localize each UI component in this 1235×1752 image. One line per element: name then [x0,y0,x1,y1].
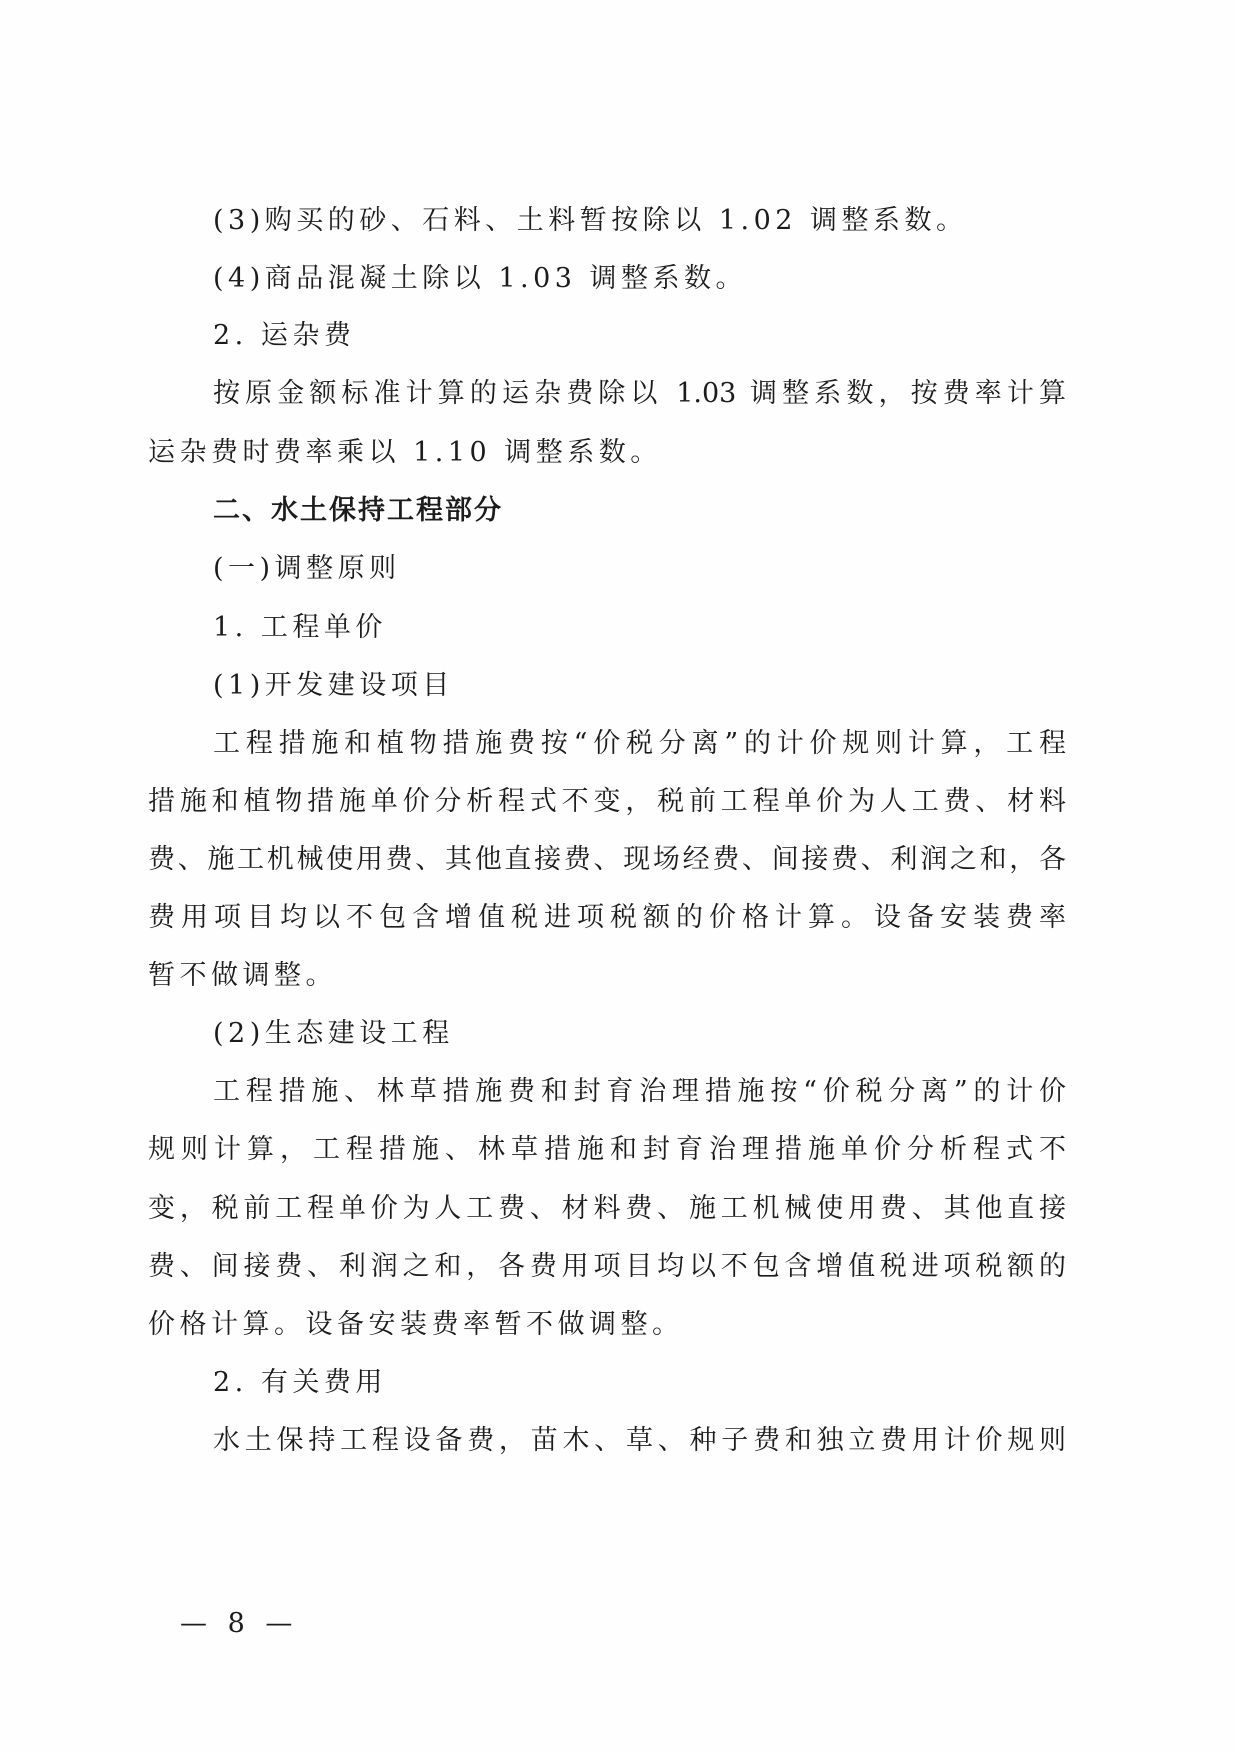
text-line: 价格计算。设备安装费率暂不做调整。 [148,1309,684,1340]
text-line: 2. 有关费用 [213,1367,387,1398]
text-line: 变，税前工程单价为人工费、材料费、施工机械使用费、其他直接 [148,1193,1066,1224]
section-heading: 二、水土保持工程部分 [213,495,503,526]
text-line: 工程措施、林草措施费和封育治理措施按“价税分离”的计价 [213,1076,1066,1107]
text-line: 措施和植物措施单价分析程式不变，税前工程单价为人工费、材料 [148,786,1066,817]
text-line: 暂不做调整。 [148,960,337,991]
text-line: 工程措施和植物措施费按“价税分离”的计价规则计算，工程 [213,728,1066,759]
text-line: (4)商品混凝土除以 1.03 调整系数。 [213,263,748,294]
text-line: 按原金额标准计算的运杂费除以 1.03 调整系数，按费率计算 [213,378,1066,409]
text-line: 规则计算，工程措施、林草措施和封育治理措施单价分析程式不 [148,1134,1066,1165]
text-line: (1)开发建设项目 [213,670,454,701]
page-number: — 8 — [180,1608,299,1639]
text-line: 费用项目均以不包含增值税进项税额的价格计算。设备安装费率 [148,902,1066,933]
text-line: 2. 运杂费 [213,320,356,351]
text-line: 水土保持工程设备费，苗木、草、种子费和独立费用计价规则 [213,1425,1066,1456]
subsection-heading: (一)调整原则 [213,553,401,584]
text-line: (2)生态建设工程 [213,1018,454,1049]
text-line: (3)购买的砂、石料、土料暂按除以 1.02 调整系数。 [213,205,968,236]
text-line: 运杂费时费率乘以 1.10 调整系数。 [148,437,662,468]
text-line: 1. 工程单价 [213,612,387,643]
text-line: 费、施工机械使用费、其他直接费、现场经费、间接费、利润之和，各 [148,844,1066,875]
text-line: 费、间接费、利润之和，各费用项目均以不包含增值税进项税额的 [148,1251,1066,1282]
